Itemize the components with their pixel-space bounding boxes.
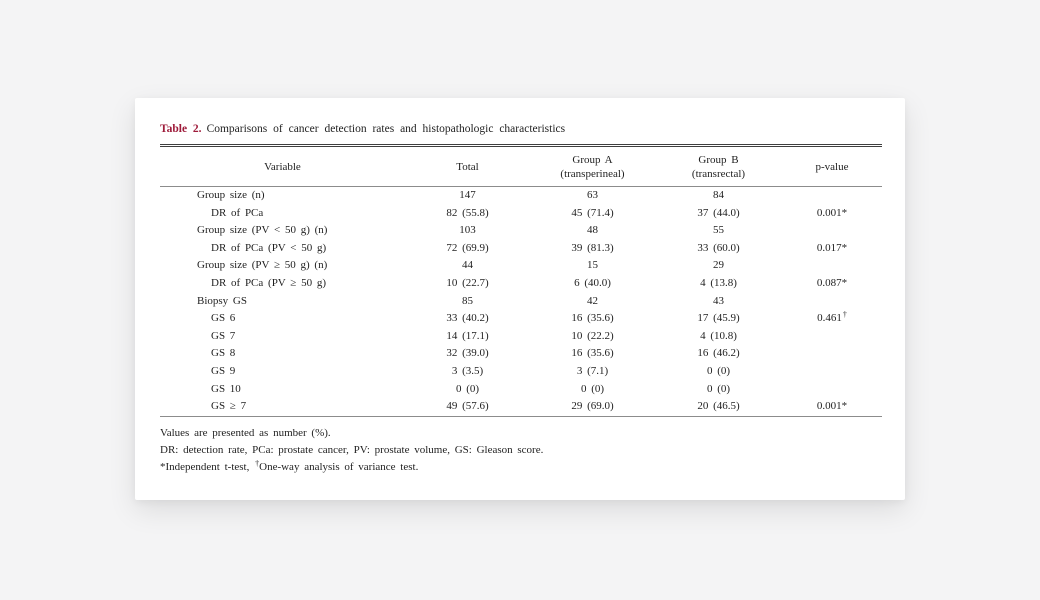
- cell-variable: GS 6: [211, 312, 236, 325]
- cell-p-value: [782, 363, 882, 381]
- cell-total: 85: [462, 294, 473, 307]
- cell-group-b: 4 (13.8): [700, 276, 737, 289]
- footnote-anova: One-way analysis of variance test.: [259, 461, 419, 474]
- cell-variable: GS 10: [211, 382, 241, 395]
- cell-group-b: 0 (0): [706, 364, 731, 377]
- cell-total: 82 (55.8): [446, 206, 489, 219]
- cell-group-b: 20 (46.5): [697, 400, 740, 413]
- table-footnotes: [160, 425, 882, 477]
- table-row: [160, 398, 882, 416]
- table-row: [160, 257, 882, 275]
- cell-group-b: 84: [713, 189, 724, 201]
- table-row: [160, 275, 882, 293]
- cell-group-a: 29 (69.0): [571, 400, 614, 413]
- cell-p-value: 0.017*: [816, 241, 848, 254]
- cell-total: 49 (57.6): [446, 400, 489, 413]
- cell-variable: Group size (PV ≥ 50 g) (n): [197, 259, 328, 272]
- comparison-table: [160, 144, 882, 417]
- cell-p-value: [782, 222, 882, 240]
- cell-group-b: 33 (60.0): [697, 241, 740, 254]
- cell-group-a: 10 (22.2): [571, 329, 614, 342]
- cell-p-value: [782, 293, 882, 311]
- table-number-label: Table 2.: [160, 123, 202, 135]
- cell-total: 3 (3.5): [451, 364, 484, 377]
- header-sublabel: (transrectal): [691, 167, 746, 180]
- header-variable: [160, 146, 405, 187]
- cell-p-value: [782, 328, 882, 346]
- cell-group-a: 16 (35.6): [571, 347, 614, 360]
- table-row: [160, 222, 882, 240]
- table-row: [160, 205, 882, 223]
- cell-p-value: 0.001*: [816, 206, 848, 219]
- cell-variable: DR of PCa (PV < 50 g): [211, 241, 327, 254]
- cell-total: 33 (40.2): [446, 312, 489, 325]
- header-sublabel: (transperineal): [560, 167, 625, 180]
- cell-total: 44: [462, 259, 473, 272]
- table-title: [160, 122, 882, 137]
- cell-total: 10 (22.7): [446, 276, 489, 289]
- footnote-tests: [160, 459, 882, 476]
- table-row: [160, 310, 882, 328]
- cell-group-a: 48: [587, 224, 598, 237]
- cell-p-value: [782, 187, 882, 205]
- cell-variable: DR of PCa: [211, 206, 264, 219]
- cell-group-a: 16 (35.6): [571, 312, 614, 325]
- cell-variable: GS 7: [211, 329, 236, 342]
- header-group-b: [655, 146, 782, 187]
- table-row: [160, 240, 882, 258]
- cell-group-a: 0 (0): [580, 382, 605, 395]
- header-row: [160, 146, 882, 187]
- dagger-marker: †: [255, 458, 260, 468]
- cell-variable: DR of PCa (PV ≥ 50 g): [211, 276, 327, 289]
- cell-p-value: [782, 257, 882, 275]
- cell-total: 72 (69.9): [446, 241, 489, 254]
- cell-total: 147: [459, 189, 476, 201]
- table-row: [160, 345, 882, 363]
- cell-group-a: 45 (71.4): [571, 206, 614, 219]
- table-row: [160, 293, 882, 311]
- table-row: [160, 363, 882, 381]
- cell-total: 0 (0): [455, 382, 480, 395]
- footnote-ttest: *Independent t-test,: [160, 461, 255, 474]
- header-label: Total: [456, 160, 479, 173]
- table-row: [160, 328, 882, 346]
- cell-group-a: 42: [587, 294, 598, 307]
- cell-group-a: 3 (7.1): [576, 364, 609, 377]
- cell-p-value: 0.461†: [817, 309, 847, 325]
- footnote-abbreviations: DR: detection rate, PCa: prostate cancer, PV: prostate volume, GS: Gleason score.: [160, 444, 544, 457]
- table-row: [160, 381, 882, 399]
- table-header: [160, 146, 882, 187]
- cell-group-b: 43: [713, 294, 724, 307]
- cell-p-value: 0.087*: [816, 276, 848, 289]
- cell-p-value: 0.001*: [816, 400, 848, 413]
- cell-group-b: 4 (10.8): [700, 329, 737, 342]
- dagger-marker: †: [842, 309, 847, 319]
- footnote-values: Values are presented as number (%).: [160, 426, 331, 439]
- header-label: p-value: [815, 160, 849, 173]
- cell-total: 14 (17.1): [446, 329, 489, 342]
- header-p-value: [782, 146, 882, 187]
- cell-group-a: 39 (81.3): [571, 241, 614, 254]
- cell-group-b: 29: [713, 259, 724, 272]
- cell-group-b: 37 (44.0): [697, 206, 740, 219]
- cell-variable: Biopsy GS: [197, 294, 247, 307]
- cell-variable: GS ≥ 7: [211, 400, 247, 413]
- cell-total: 32 (39.0): [446, 347, 489, 360]
- header-label: Group A: [572, 153, 613, 166]
- header-label: Variable: [264, 160, 301, 173]
- cell-group-b: 16 (46.2): [697, 347, 740, 360]
- header-group-a: [530, 146, 655, 187]
- cell-group-a: 15: [587, 259, 598, 272]
- table-row: [160, 187, 882, 205]
- cell-variable: Group size (PV < 50 g) (n): [197, 224, 328, 237]
- header-total: [405, 146, 530, 187]
- cell-p-value: [782, 381, 882, 399]
- paper-table-card: [135, 98, 905, 500]
- cell-p-value: [782, 345, 882, 363]
- cell-variable: GS 8: [211, 347, 236, 360]
- table-body: [160, 187, 882, 417]
- cell-total: 103: [459, 224, 476, 237]
- header-label: Group B: [698, 153, 739, 166]
- cell-group-b: 17 (45.9): [697, 312, 740, 325]
- table-caption-text: Comparisons of cancer detection rates and histopathologic characteristics: [206, 123, 566, 135]
- cell-group-b: 0 (0): [706, 382, 731, 395]
- cell-variable: GS 9: [211, 364, 236, 377]
- cell-group-b: 55: [713, 224, 724, 237]
- cell-group-a: 6 (40.0): [574, 276, 611, 289]
- cell-variable: Group size (n): [197, 189, 265, 201]
- cell-group-a: 63: [587, 189, 598, 201]
